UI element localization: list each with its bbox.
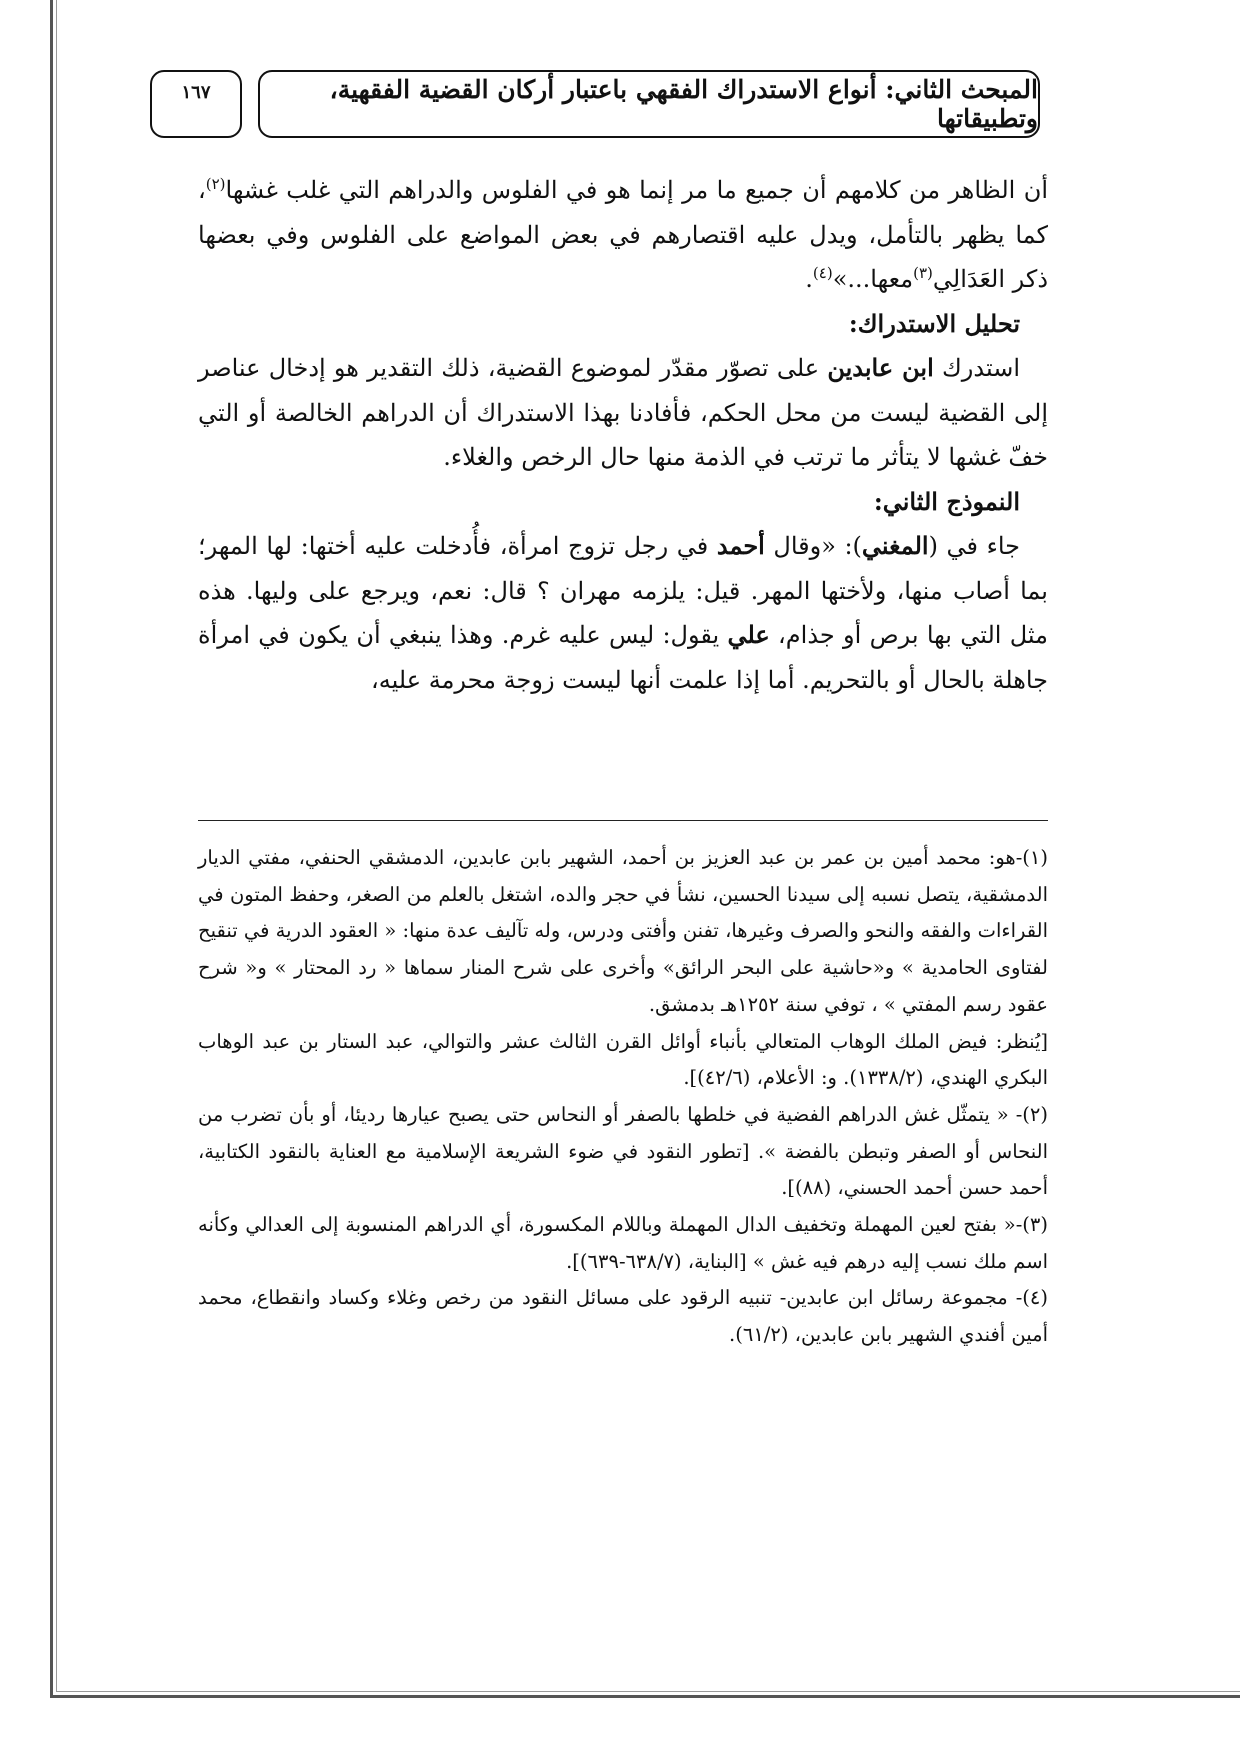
paragraph-text: أن الظاهر من كلامهم أن جميع ما مر إنما هو في الفلوس والدراهم التي غلب غشها <box>225 176 1048 204</box>
paragraph-continuation <box>198 168 1048 302</box>
paragraph-text: . <box>805 265 813 293</box>
highlighted-name: علي <box>727 620 770 649</box>
paragraph-text: يقول: ليس عليه غرم. وهذا ينبغي أن يكون في امرأة جاهلة بالحال أو بالتحريم. أما إذا علمت أنها ليست زوجة محرمة عليه، <box>198 621 1048 694</box>
footnote-ref-3[interactable]: (٣) <box>913 264 933 282</box>
paragraph-text: معها...» <box>832 265 914 293</box>
footnote-3: (٣)-« بفتح لعين المهملة وتخفيف الدال المهملة وباللام المكسورة، أي الدراهم المنسوبة إلى العدالي وكأنه اسم ملك نسب إليه درهم فيه غش » [البناية، (٦٣٨/٧-٦٣٩)]. <box>198 1213 1048 1273</box>
paragraph-text: استدرك <box>933 354 1020 382</box>
paragraph-text: جاء في ( <box>928 532 1021 560</box>
paragraph-text: على تصوّر مقدّر لموضوع القضية، ذلك التقدير هو إدخال عناصر إلى القضية ليست من محل الحكم، فأفادنا بهذا الاستدراك أن الدراهم الخالصة أو التي خفّ غشها لا يتأثر ما ترتب في الذمة منها حال الرخص والغلاء. <box>198 354 1048 471</box>
section-heading-example-2: النموذج الثاني: <box>873 486 1020 516</box>
highlighted-name: ابن عابدين <box>827 353 934 382</box>
highlighted-book-title: المغني <box>861 531 929 560</box>
header-title-text: المبحث الثاني: أنواع الاستدراك الفقهي باعتبار أركان القضية الفقهية، وتطبيقاتها <box>329 75 1038 133</box>
page-number: ١٦٧ <box>181 82 211 103</box>
footnote-1: (١)-هو: محمد أمين بن عمر بن عبد العزيز بن أحمد، الشهير بابن عابدين، الدمشقي الحنفي، مفتي الديار الدمشقية، يتصل نسبه إلى سيدنا الحسين، نشأ في حجر والده، اشتغل بالعلم من الصغر، وحفظ المتون في القراءات والفقه والنحو والصرف وغيرها، تفنن وأفتى ودرس، وله تآليف عدة منها: « العقود الدرية في تنقيح لفتاوى الحامدية » و«حاشية على البحر الرائق» وأخرى على شرح المنار سماها « رد المحتار » و« شرح عقود رسم المفتي » ، توفي سنة ١٢٥٢هـ بدمشق. <box>198 846 1048 1016</box>
paragraph-text: ): «وقال <box>764 532 862 560</box>
footnote-ref-2[interactable]: (٢) <box>205 175 226 193</box>
paragraph-quote <box>198 524 1048 702</box>
highlighted-name: أحمد <box>716 531 765 560</box>
footnote-4: (٤)- مجموعة رسائل ابن عابدين- تنبيه الرقود على مسائل النقود من رخص وغلاء وكساد وانقطاع، محمد أمين أفندي الشهير بابن عابدين، (٦١/٢). <box>198 1286 1048 1347</box>
footnote-2: (٢)- « يتمثّل غش الدراهم الفضية في خلطها بالصفر أو النحاس حتى يصبح عيارها رديئا، أو بأن تضرب من النحاس أو الصفر وتبطن بالفضة ». [تطور النقود في ضوء الشريعة الإسلامية مع العناية بالنقود الكتابية، أحمد حسن أحمد الحسني، (٨٨)]. <box>198 1102 1048 1200</box>
running-header-title <box>258 70 1040 138</box>
footnote-1-reference: [يُنظر: فيض الملك الوهاب المتعالي بأنباء أوائل القرن الثالث عشر والتوالي، عبد الستار بن عبد الوهاب البكري الهندي، (١٣٣٨/٢). و: الأعلام، (٤٢/٦)]. <box>198 1029 1048 1090</box>
section-heading-analysis: تحليل الاستدراك: <box>848 308 1020 338</box>
footnotes-section <box>198 840 1048 1354</box>
paragraph-text: ، كما يظهر بالتأمل، ويدل عليه اقتصارهم في بعض المواضع على الفلوس وفي بعضها ذكر العَدَالِي <box>198 176 1048 293</box>
paragraph-analysis <box>198 346 1048 480</box>
footnote-ref-4[interactable]: (٤) <box>812 264 833 282</box>
main-text <box>198 168 1048 702</box>
paragraph-text: في رجل تزوج امرأة، فأُدخلت عليه أختها: لها المهر؛ بما أصاب منها، ولأختها المهر. قيل: يلزمه مهران ؟ قال: نعم، ويرجع على وليها. هذه مثل التي بها برص أو جذام، <box>198 532 1048 649</box>
page-number-box <box>150 70 242 138</box>
footnote-divider <box>198 820 1048 821</box>
